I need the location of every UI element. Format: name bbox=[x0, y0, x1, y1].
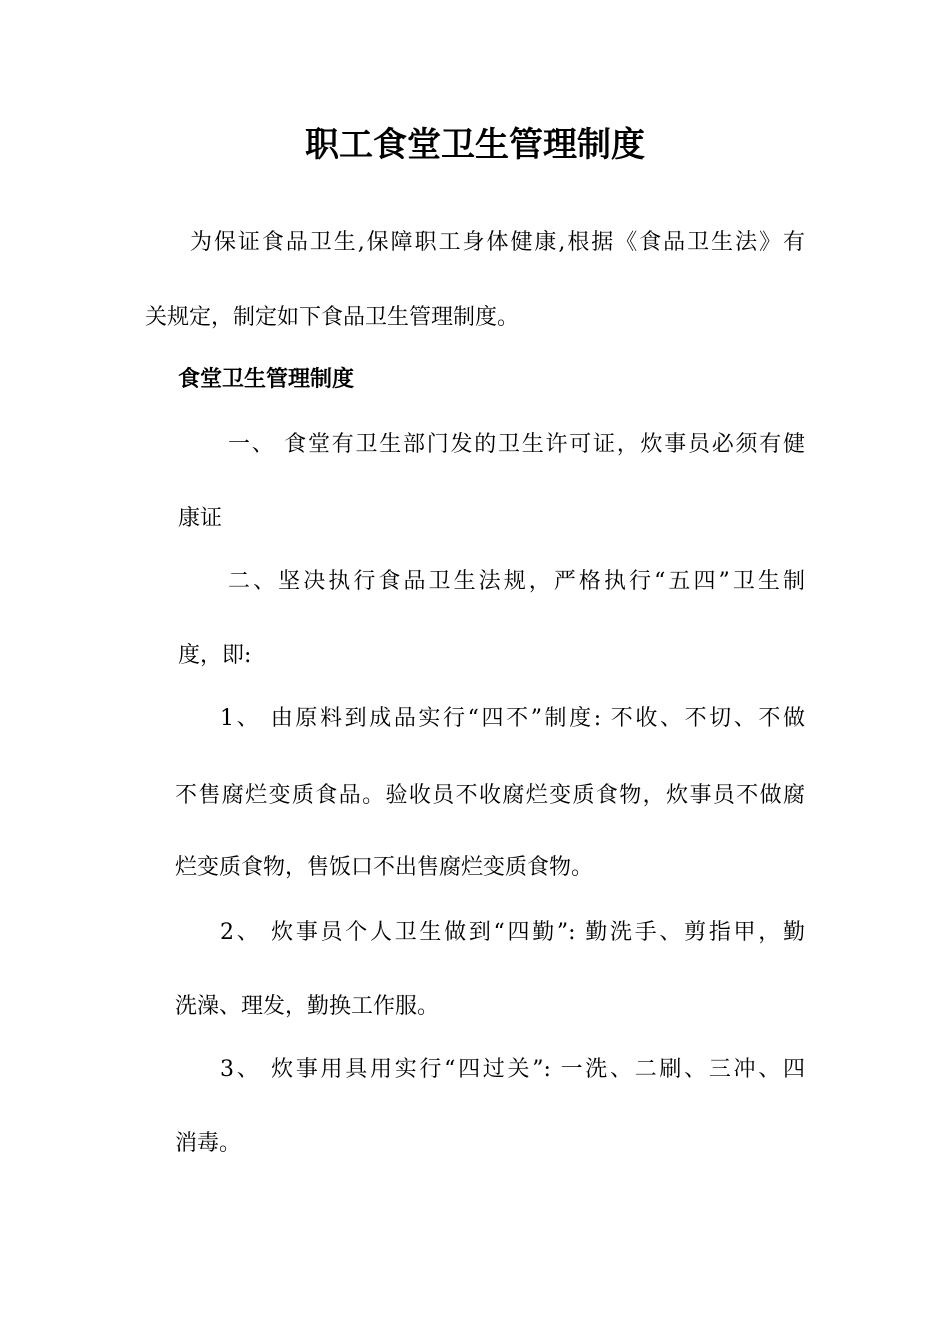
document-title: 职工食堂卫生管理制度 bbox=[305, 125, 645, 165]
item-line: 一、 食堂有卫生部门发的卫生许可证，炊事员必须有健 bbox=[228, 432, 805, 457]
subitem-line: 消毒。 bbox=[175, 1131, 242, 1156]
intro-line: 为保证食品卫生,保障职工身体健康,根据《食品卫生法》有 bbox=[190, 230, 805, 255]
subitem-line: 1、 由原料到成品实行“四不”制度: 不收、不切、不做 bbox=[220, 706, 805, 731]
item-line: 二、坚决执行食品卫生法规，严格执行“五四”卫生制 bbox=[228, 569, 805, 594]
subitem-line: 2、 炊事员个人卫生做到“四勤”: 勤洗手、剪指甲，勤 bbox=[220, 920, 805, 945]
section-heading: 食堂卫生管理制度 bbox=[178, 367, 355, 392]
subitem-line: 3、 炊事用具用实行“四过关”: 一洗、二刷、三冲、四 bbox=[220, 1057, 805, 1082]
intro-line: 关规定，制定如下食品卫生管理制度。 bbox=[145, 305, 520, 330]
item-line: 康证 bbox=[178, 506, 223, 531]
subitem-line: 烂变质食物，售饭口不出售腐烂变质食物。 bbox=[175, 855, 594, 880]
subitem-line: 洗澡、理发，勤换工作服。 bbox=[175, 994, 440, 1019]
subitem-line: 不售腐烂变质食品。验收员不收腐烂变质食物，炊事员不做腐 bbox=[175, 783, 805, 808]
item-line: 度，即: bbox=[178, 643, 252, 668]
